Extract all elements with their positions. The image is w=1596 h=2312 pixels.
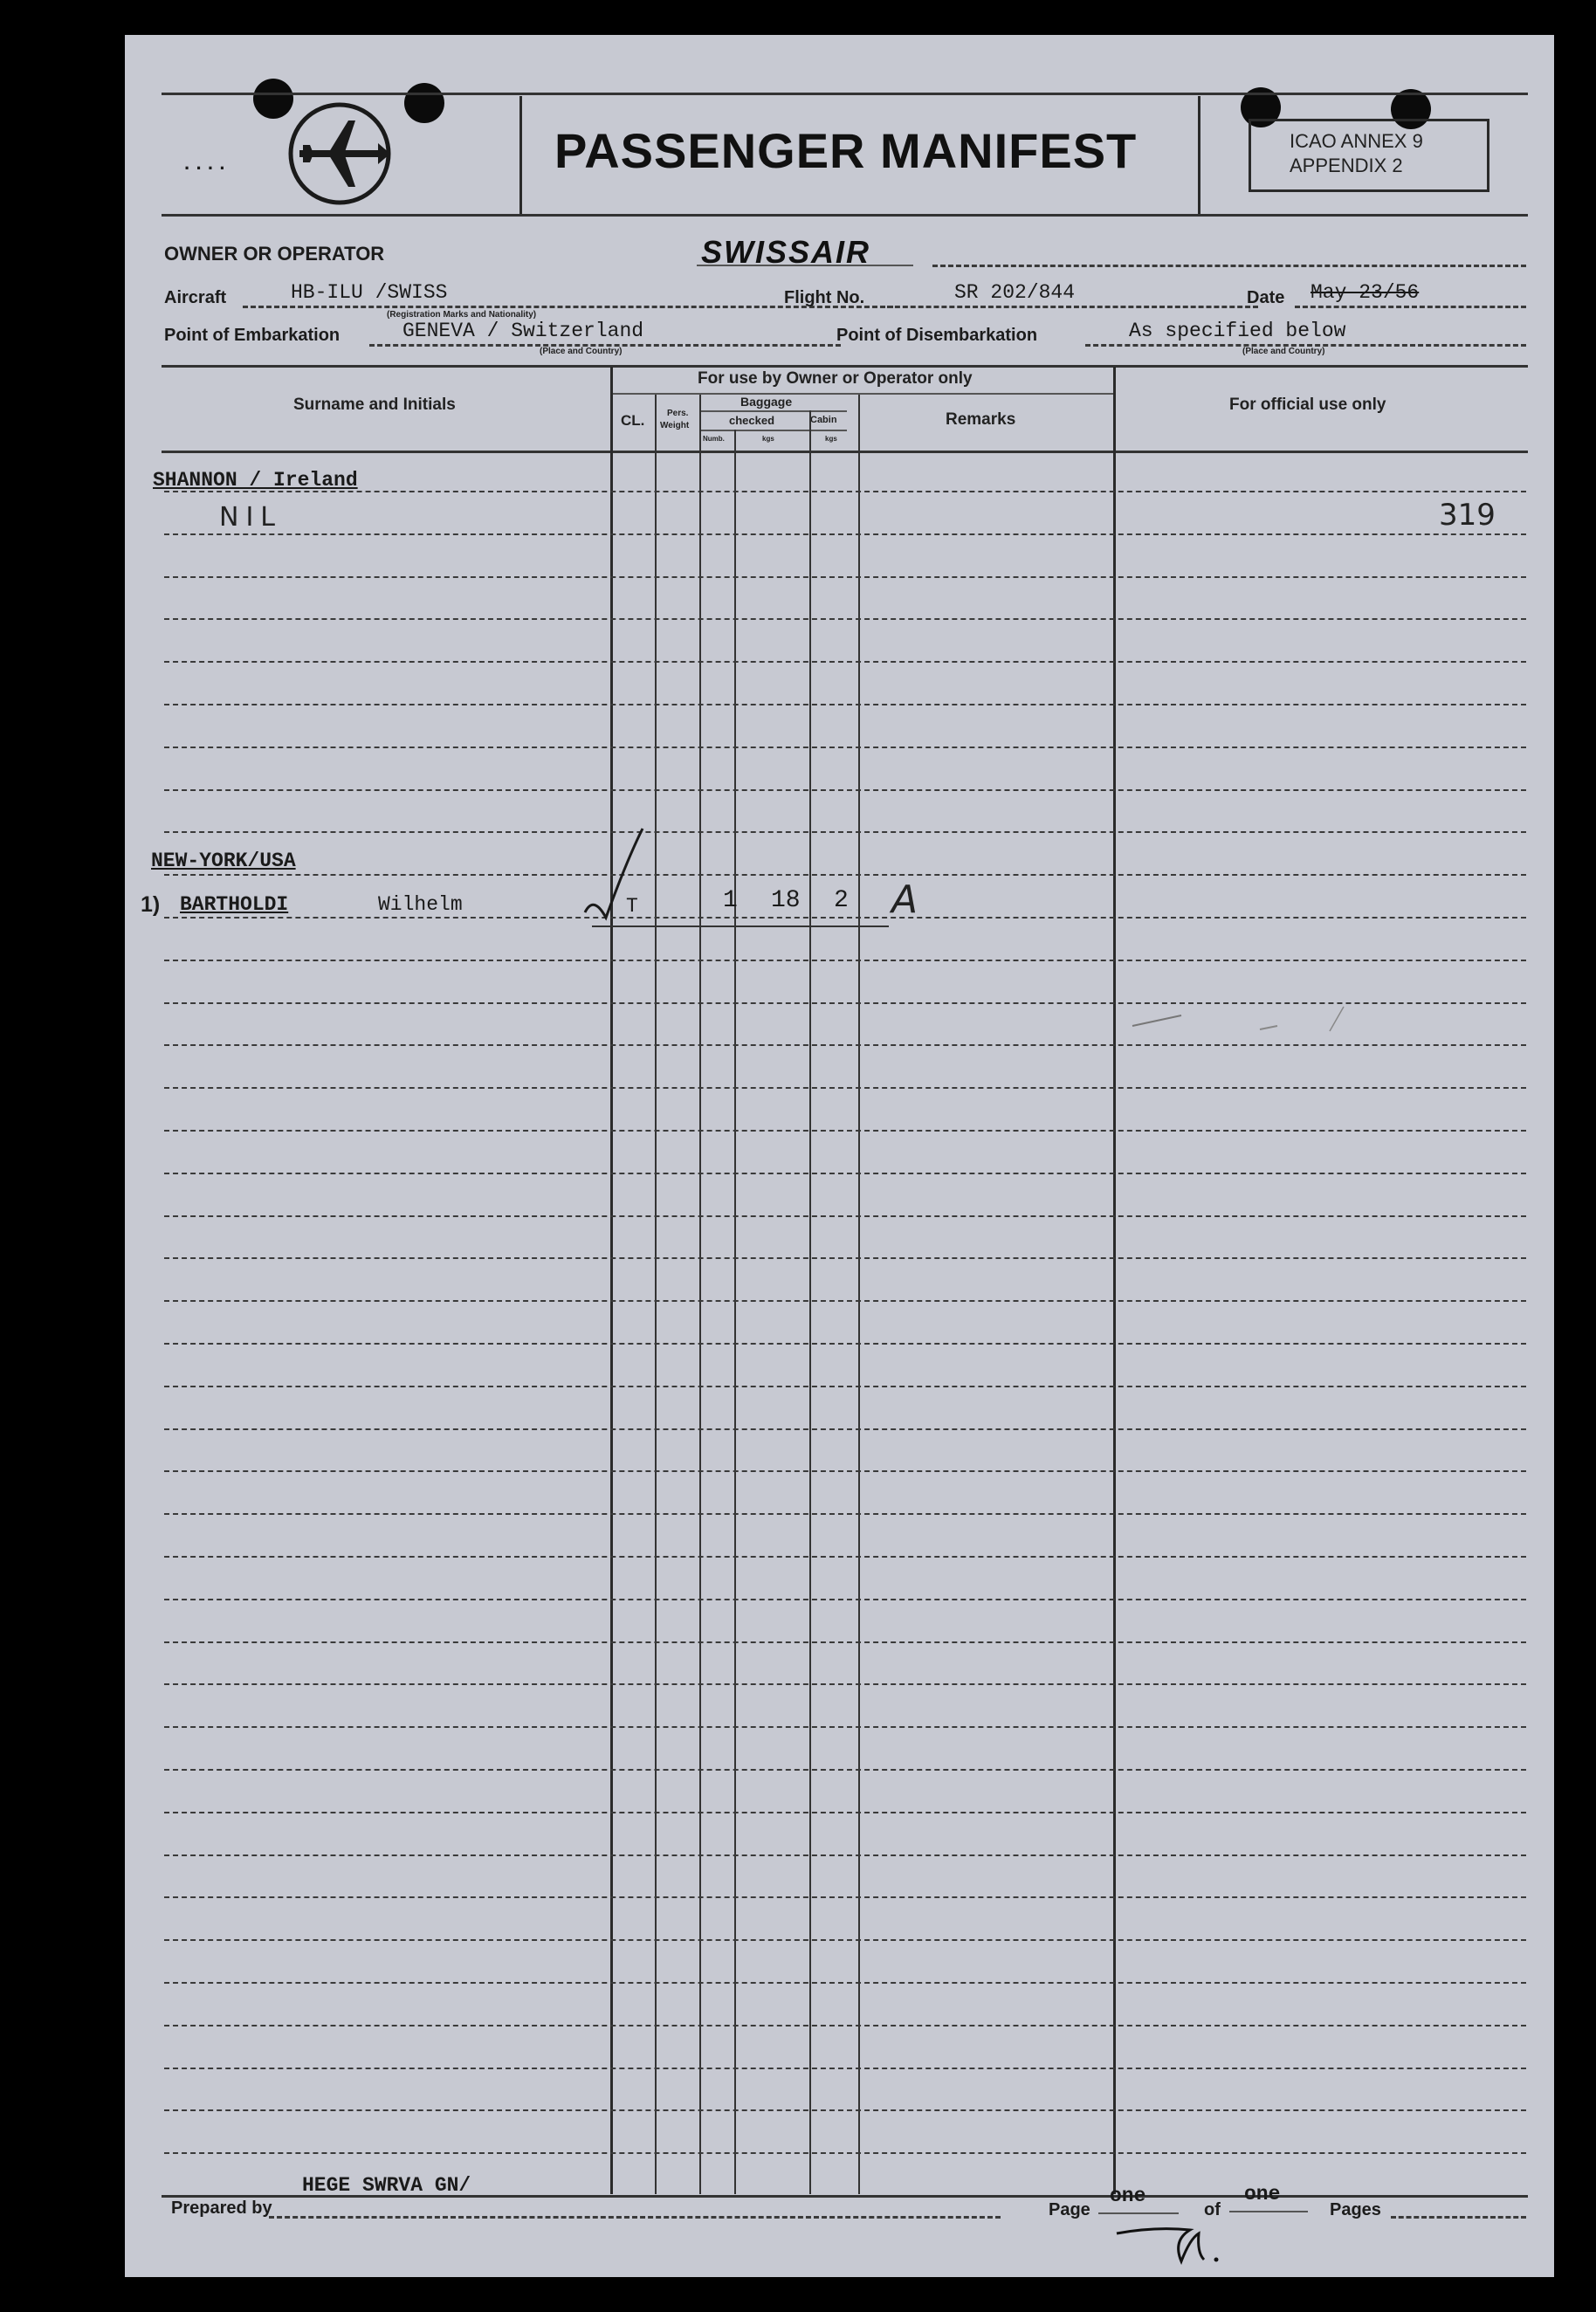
row-rule	[164, 874, 1526, 876]
remarks-column-header: Remarks	[946, 410, 1016, 429]
shannon-entry: NIL	[219, 502, 283, 533]
row-rule	[164, 1215, 1526, 1217]
numb-header: Numb.	[703, 435, 725, 443]
pers-weight-header: Weight	[660, 421, 690, 430]
prepared-by-label: Prepared by	[171, 2198, 272, 2218]
row-rule	[164, 1087, 1526, 1089]
row-rule	[164, 1130, 1526, 1132]
official-column-header: For official use only	[1229, 396, 1386, 414]
manifest-sheet	[125, 35, 1554, 2277]
owner-use-header: For use by Owner or Operator only	[698, 369, 973, 388]
page-value: one	[1110, 2185, 1146, 2207]
row-rule	[164, 1173, 1526, 1174]
column-divider	[610, 367, 613, 2194]
passenger-cabin-kgs: 2	[834, 887, 849, 914]
passenger-bag-kgs: 18	[771, 887, 801, 914]
flight-value: SR 202/844	[954, 281, 1076, 304]
operator-label: OWNER OR OPERATOR	[164, 243, 385, 265]
column-divider	[809, 410, 811, 2194]
row-rule	[164, 789, 1526, 791]
flight-label: Flight No.	[784, 288, 865, 307]
pages-label: Pages	[1330, 2200, 1381, 2219]
row-rule	[164, 1343, 1526, 1345]
passenger-first-name: Wilhelm	[378, 893, 463, 916]
table-header-top-rule	[162, 365, 1528, 368]
disembarkation-note: (Place and Country)	[1242, 347, 1325, 356]
cl-column-header: CL.	[621, 412, 645, 429]
operator-value: SWISSAIR	[701, 234, 871, 270]
header-bottom-rule	[162, 214, 1528, 217]
kgs-header: kgs	[762, 435, 774, 443]
surname-column-header: Surname and Initials	[293, 396, 456, 414]
row-rule	[164, 1513, 1526, 1515]
header-divider	[519, 96, 522, 214]
row-rule	[164, 2025, 1526, 2026]
row-rule	[164, 618, 1526, 620]
page-label: Page	[1049, 2200, 1090, 2219]
header-divider	[1198, 96, 1200, 214]
embarkation-value: GENEVA / Switzerland	[402, 320, 644, 342]
baggage-sub-rule	[701, 410, 847, 412]
passenger-surname: BARTHOLDI	[180, 893, 289, 916]
passenger-remark-mark: A	[891, 877, 918, 922]
section-newyork: NEW-YORK/USA	[151, 850, 296, 872]
row-rule	[164, 1896, 1526, 1898]
row-rule	[164, 2109, 1526, 2111]
row-rule	[164, 661, 1526, 663]
icao-box	[1249, 119, 1489, 192]
passenger-bag-count: 1	[723, 887, 738, 914]
pers-weight-header: Pers.	[667, 409, 689, 418]
column-divider	[858, 395, 860, 2194]
column-divider	[734, 430, 736, 2194]
row-rule	[164, 960, 1526, 961]
header-top-rule	[162, 93, 1528, 95]
embarkation-note: (Place and Country)	[540, 347, 623, 356]
baggage-header: Baggage	[740, 395, 793, 409]
row-rule	[164, 704, 1526, 705]
row-rule	[164, 1556, 1526, 1558]
shannon-official-number: 319	[1439, 498, 1496, 533]
row-rule	[164, 2068, 1526, 2069]
page-title: PASSENGER MANIFEST	[554, 123, 1138, 178]
aircraft-label: Aircraft	[164, 288, 227, 307]
flight-rule	[887, 306, 1258, 308]
passenger-number: 1)	[141, 892, 161, 917]
prepared-by-rule	[269, 2216, 1001, 2219]
faint-pencil-mark-icon	[1129, 1000, 1356, 1035]
airline-logo-icon	[287, 101, 392, 206]
row-rule	[164, 1726, 1526, 1728]
row-rule	[164, 1683, 1526, 1685]
row-rule	[164, 1428, 1526, 1430]
row-rule	[164, 747, 1526, 748]
row-rule	[164, 917, 1526, 919]
row-rule	[164, 1854, 1526, 1856]
passenger-underline	[592, 925, 889, 927]
cabin-header: Cabin	[810, 415, 837, 425]
icao-line-2: APPENDIX 2	[1290, 155, 1403, 176]
date-value: May 23/56	[1311, 281, 1420, 304]
of-label: of	[1204, 2200, 1221, 2219]
row-rule	[164, 533, 1526, 535]
disembarkation-label: Point of Disembarkation	[836, 326, 1038, 345]
logo-dots: · · · ·	[184, 157, 226, 179]
of-value: one	[1244, 2183, 1281, 2205]
operator-rule	[932, 265, 1526, 267]
owner-use-top-rule	[612, 393, 1115, 395]
row-rule	[164, 1044, 1526, 1046]
icao-line-1: ICAO ANNEX 9	[1290, 130, 1423, 152]
aircraft-note: (Registration Marks and Nationality)	[387, 310, 537, 320]
embarkation-label: Point of Embarkation	[164, 326, 341, 345]
row-rule	[164, 1769, 1526, 1771]
prepared-by-value: HEGE SWRVA GN/	[302, 2174, 471, 2197]
row-rule	[164, 1812, 1526, 1813]
row-rule	[164, 491, 1526, 492]
column-divider	[699, 395, 701, 2194]
row-rule	[164, 1939, 1526, 1941]
checked-header: checked	[729, 414, 775, 427]
row-rule	[164, 1300, 1526, 1302]
passenger-class: T	[626, 895, 638, 918]
row-rule	[164, 1982, 1526, 1984]
punch-hole	[404, 83, 444, 123]
row-rule	[164, 1470, 1526, 1472]
table-header-bottom-rule	[162, 451, 1528, 453]
row-rule	[164, 1599, 1526, 1600]
column-divider	[655, 395, 657, 2194]
row-rule	[164, 2152, 1526, 2154]
cabin-kgs-header: kgs	[825, 435, 837, 443]
baggage-sub-rule	[701, 430, 847, 431]
date-rule	[1295, 306, 1526, 308]
date-label: Date	[1247, 288, 1285, 307]
of-rule	[1229, 2211, 1308, 2212]
pages-rule	[1391, 2216, 1526, 2219]
row-rule	[164, 831, 1526, 833]
row-rule	[164, 1257, 1526, 1259]
page-rule	[1098, 2212, 1179, 2214]
row-rule	[164, 576, 1526, 578]
row-rule	[164, 1386, 1526, 1387]
signature-icon	[1111, 2218, 1234, 2270]
section-shannon: SHANNON / Ireland	[153, 469, 358, 492]
disembarkation-value: As specified below	[1129, 320, 1346, 342]
column-divider	[1113, 367, 1116, 2194]
row-rule	[164, 1641, 1526, 1643]
operator-rule	[697, 265, 913, 266]
aircraft-value: HB-ILU /SWISS	[291, 281, 448, 304]
